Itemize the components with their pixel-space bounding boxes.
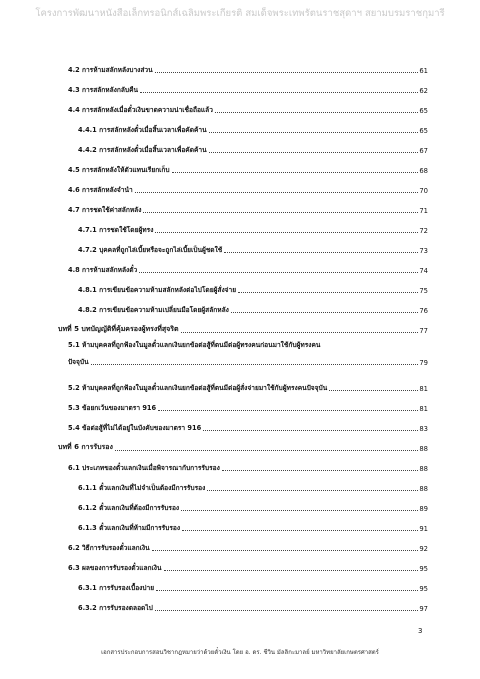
toc-entry-page: 77 <box>419 327 428 335</box>
dot-leader <box>181 331 419 333</box>
toc-entry-title: 5.2 ห้ามบุคคลที่ถูกฟ้องในมูลตั๋วแลกเงินยกข้อต่อสู้ที่ตนมีต่อผู้สั่งจ่ายมาใช้กับผู้ทรงคนปัจจุบัน <box>68 384 328 392</box>
toc-entry-page: 75 <box>419 287 428 295</box>
toc-entry-page: 88 <box>419 485 428 493</box>
dot-leader <box>181 509 418 511</box>
toc-entry-page: 95 <box>419 565 428 573</box>
toc-entry-title: 6.1.1 ตั๋วแลกเงินที่ไม่จำเป็นต้องมีการรับรอง <box>78 484 206 492</box>
dot-leader <box>156 589 418 591</box>
toc-entry-page: 79 <box>419 359 428 367</box>
toc-entry-title: 6.1 ประเภทของตั๋วแลกเงินเมื่อพิจารณากับการรับรอง <box>68 464 220 472</box>
toc-entry-title: 4.4 การสลักหลังเมื่อตั๋วเงินขาดความน่าเชื่อถือแล้ว <box>68 106 213 114</box>
toc-entry-page: 73 <box>419 247 428 255</box>
dot-leader <box>158 409 418 411</box>
toc-entry-page: 88 <box>419 465 428 473</box>
toc-entry[interactable] <box>68 395 428 413</box>
toc-entry-page: 65 <box>419 127 428 135</box>
toc-entry-title: 6.1.3 ตั๋วแลกเงินที่ห้ามมีการรับรอง <box>78 524 181 532</box>
toc-entry-title: 4.4.1 การสลักหลังตั๋วเมื่อสิ้นเวลาเพื่อคัดค้าน <box>78 126 207 134</box>
dot-leader <box>207 489 418 491</box>
toc-entry[interactable] <box>68 339 428 367</box>
toc-entry-page: 70 <box>419 187 428 195</box>
toc-entry-title: 4.2 การห้ามสลักหลังบางส่วน <box>68 66 153 74</box>
dot-leader <box>172 171 419 173</box>
footer-credit: เอกสารประกอบการสอนวิชากฎหมายว่าด้วยตั๋วเงิน โดย อ. ดร. ชีวิน มัลลิกะมาลย์ มหาวิทยาลัยเกษตรศาสตร์ <box>101 649 379 656</box>
dot-leader <box>140 91 418 93</box>
toc-chapter[interactable] <box>58 435 428 453</box>
dot-leader <box>224 251 418 253</box>
toc-entry[interactable] <box>78 237 428 255</box>
toc-entry-page: 95 <box>419 585 428 593</box>
dot-leader <box>139 271 418 273</box>
toc-entry[interactable] <box>78 515 428 533</box>
header-banner: โครงการพัฒนาหนังสือเล็กทรอนิกส์เฉลิมพระเกียรติ สมเด็จพระเทพรัตนราชสุดาฯ สยามบรมราชกุมารี <box>35 8 445 19</box>
toc-entry[interactable] <box>78 217 428 235</box>
toc-entry-page: 67 <box>419 147 428 155</box>
toc-entry[interactable] <box>78 297 428 315</box>
toc-entry-page: 81 <box>419 405 428 413</box>
dot-leader <box>215 111 418 113</box>
toc-entry-page: 68 <box>419 167 428 175</box>
toc-entry-page: 81 <box>419 385 428 393</box>
toc-entry-page: 62 <box>419 87 428 95</box>
toc-entry-title: 4.4.2 การสลักหลังตั๋วเมื่อสิ้นเวลาเพื่อคัดค้าน <box>78 146 207 154</box>
toc-entry[interactable] <box>68 415 428 433</box>
toc-entry[interactable] <box>68 375 428 393</box>
toc-entry-title: 4.7.2 บุคคลที่ถูกไล่เบี้ยหรือจะถูกไล่เบี้ยเป็นผู้ชดใช้ <box>78 246 223 254</box>
toc-entry[interactable] <box>78 137 428 155</box>
toc-entry[interactable] <box>78 277 428 295</box>
toc-entry-title: 4.7 การชดใช้ค่าสลักหลัง <box>68 206 142 214</box>
toc-entry-title: 6.1.2 ตั๋วแลกเงินที่ต้องมีการรับรอง <box>78 504 180 512</box>
dot-leader <box>135 191 419 193</box>
toc-chapter[interactable] <box>58 317 428 335</box>
toc-entry-page: 97 <box>419 605 428 613</box>
toc-entry-page: 71 <box>419 207 428 215</box>
toc-entry[interactable] <box>68 97 428 115</box>
toc-entry[interactable] <box>68 177 428 195</box>
toc-entry-title: 4.7.1 การชดใช้โดยผู้ทรง <box>78 226 154 234</box>
toc-entry[interactable] <box>68 157 428 175</box>
toc-entry-page: 92 <box>419 545 428 553</box>
dot-leader <box>155 71 419 73</box>
dot-leader <box>152 549 419 551</box>
toc-entry-title: 4.3 การสลักหลังกลับคืน <box>68 86 139 94</box>
dot-leader <box>231 311 419 313</box>
toc-entry-title: 5.1 ห้ามบุคคลที่ถูกฟ้องในมูลตั๋วแลกเงินยกข้อต่อสู้ที่ตนมีต่อผู้ทรงคนก่อนมาใช้กับผู้ทรงคน <box>68 341 321 349</box>
dot-leader <box>115 449 418 451</box>
toc-entry-title: 4.8.2 การเขียนข้อความห้ามเปลี่ยนมือโดยผู้สลักหลัง <box>78 306 229 314</box>
dot-leader <box>329 389 418 391</box>
dot-leader <box>164 569 419 571</box>
toc-entry-page: 72 <box>419 227 428 235</box>
toc-entry[interactable] <box>78 495 428 513</box>
toc-entry-title: 6.3.2 การรับรองตลอดไป <box>78 604 153 612</box>
dot-leader <box>91 363 419 365</box>
dot-leader <box>209 131 419 133</box>
toc-entry-title: 5.4 ข้อต่อสู้ที่ไม่ได้อยู่ในบังคับของมาตรา 916 <box>68 424 202 432</box>
toc-entry-page: 61 <box>419 67 428 75</box>
toc-entry[interactable] <box>78 595 428 613</box>
toc-entry-page: 89 <box>419 505 428 513</box>
toc-entry-page: 65 <box>419 107 428 115</box>
toc-entry-title: 6.3 ผลของการรับรองตั๋วแลกเงิน <box>68 564 162 572</box>
dot-leader <box>209 151 419 153</box>
toc-entry-title: 5.3 ข้อยกเว้นของมาตรา 916 <box>68 404 157 412</box>
toc-entry-title: 4.6 การสลักหลังจำนำ <box>68 186 133 194</box>
toc-entry[interactable] <box>68 555 428 573</box>
dot-leader <box>222 469 419 471</box>
dot-leader <box>143 211 418 213</box>
toc-entry[interactable] <box>68 257 428 275</box>
toc-entry[interactable] <box>68 535 428 553</box>
toc-entry[interactable] <box>68 77 428 95</box>
toc-entry[interactable] <box>78 575 428 593</box>
dot-leader <box>203 429 418 431</box>
toc-entry-page: 76 <box>419 307 428 315</box>
dot-leader <box>155 231 418 233</box>
toc-entry[interactable] <box>68 197 428 215</box>
dot-leader <box>238 291 418 293</box>
toc-entry[interactable] <box>68 455 428 473</box>
dot-leader <box>182 529 418 531</box>
dot-leader <box>155 609 419 611</box>
toc-entry-title: 4.8 การห้ามสลักหลังตั๋ว <box>68 266 138 274</box>
toc-entry[interactable] <box>78 117 428 135</box>
toc-entry-title: บทที่ 6 การรับรอง <box>58 443 113 451</box>
toc-entry-title: 4.5 การสลักหลังให้ตัวแทนเรียกเก็บ <box>68 166 170 174</box>
toc-entry-title: 4.8.1 การเขียนข้อความห้ามสลักหลังต่อไปโดยผู้สั่งจ่าย <box>78 286 237 294</box>
toc-entry-title-cont: ปัจจุบัน <box>68 358 89 366</box>
toc-entry-page: 91 <box>419 525 428 533</box>
toc-entry[interactable] <box>78 475 428 493</box>
toc-entry-title: บทที่ 5 บทบัญญัติที่คุ้มครองผู้ทรงที่สุจริต <box>58 325 179 333</box>
toc-entry-title: 6.3.1 การรับรองเบื้องบ่าย <box>78 584 155 592</box>
toc-entry-page: 88 <box>419 445 428 453</box>
toc-entry-page: 83 <box>419 425 428 433</box>
toc-entry[interactable] <box>68 57 428 75</box>
toc-entry-title: 6.2 วิธีการรับรองตั๋วแลกเงิน <box>68 544 150 552</box>
page-number: 3 <box>418 627 423 635</box>
toc-entry-page: 74 <box>419 267 428 275</box>
